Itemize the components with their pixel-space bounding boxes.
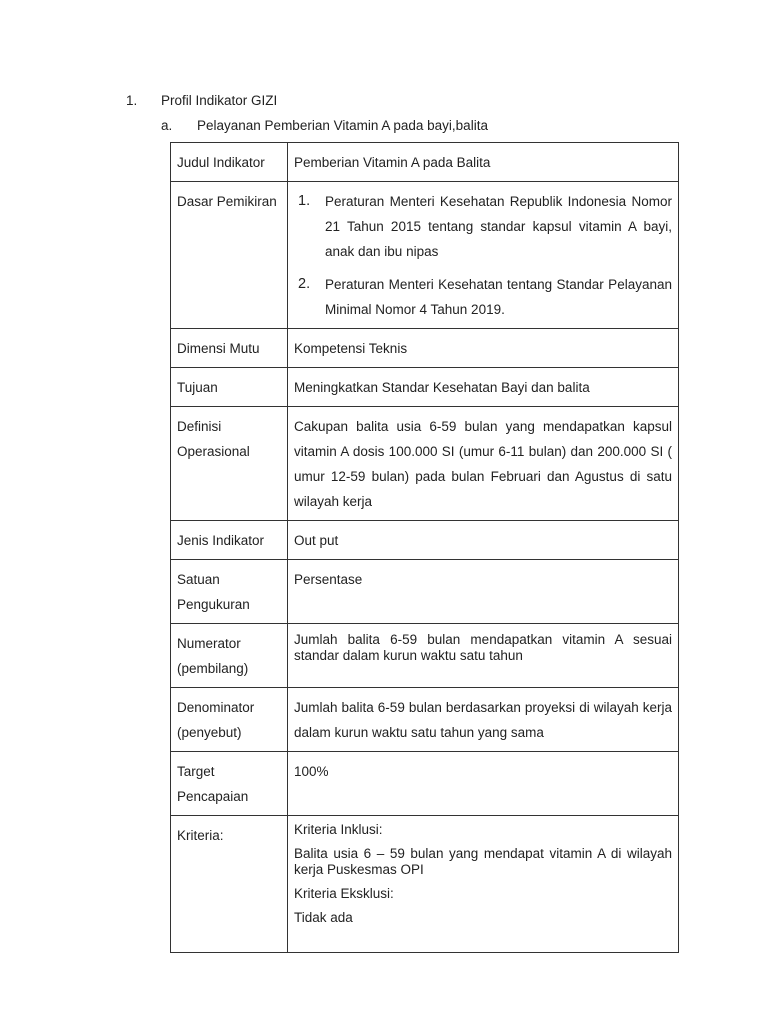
row-value <box>288 816 679 953</box>
row-label: Tujuan <box>171 368 288 407</box>
section-title: Profil Indikator GIZI <box>161 93 278 108</box>
table-row <box>171 143 679 182</box>
row-label: Definisi Operasional <box>171 407 288 521</box>
basis-list <box>294 189 672 322</box>
table-row <box>171 407 679 521</box>
table-row <box>171 816 679 953</box>
row-label: Numerator (pembilang) <box>171 624 288 688</box>
table-row <box>171 368 679 407</box>
table-row <box>171 182 679 329</box>
list-number: 2. <box>298 276 311 292</box>
list-text: Peraturan Menteri Kesehatan tentang Standar Pelayanan Minimal Nomor 4 Tahun 2019. <box>325 277 672 317</box>
row-value: Jumlah balita 6-59 bulan mendapatkan vitamin A sesuai standar dalam kurun waktu satu tahun <box>288 624 679 688</box>
list-item <box>294 272 672 322</box>
row-value <box>288 182 679 329</box>
row-label: Dimensi Mutu <box>171 329 288 368</box>
table-row <box>171 688 679 752</box>
row-label: Jenis Indikator <box>171 521 288 560</box>
table-row <box>171 329 679 368</box>
list-item <box>294 189 672 264</box>
list-number: 1. <box>298 193 311 209</box>
subsection-letter: a. <box>161 118 173 133</box>
row-value: Pemberian Vitamin A pada Balita <box>288 143 679 182</box>
row-value: Persentase <box>288 560 679 624</box>
table-row <box>171 521 679 560</box>
row-label: Dasar Pemikiran <box>171 182 288 329</box>
subsection-title: Pelayanan Pemberian Vitamin A pada bayi,balita <box>197 118 488 133</box>
row-value: Out put <box>288 521 679 560</box>
row-label: Target Pencapaian <box>171 752 288 816</box>
row-label: Kriteria: <box>171 816 288 953</box>
exclusion-text: Tidak ada <box>294 910 353 925</box>
section-heading <box>126 93 277 108</box>
subsection-heading <box>161 118 488 133</box>
row-value: Cakupan balita usia 6-59 bulan yang mendapatkan kapsul vitamin A dosis 100.000 SI (umur 6-11 bulan) dan 200.000 SI ( umur 12-59 bulan) pada bulan Februari dan Agustus di satu wilayah kerja <box>288 407 679 521</box>
row-value: 100% <box>288 752 679 816</box>
row-label: Satuan Pengukuran <box>171 560 288 624</box>
exclusion-title: Kriteria Eksklusi: <box>294 886 394 901</box>
inclusion-text: Balita usia 6 – 59 bulan yang mendapat vitamin A di wilayah kerja Puskesmas OPI <box>294 846 672 877</box>
indicator-profile-table <box>170 142 679 953</box>
list-text: Peraturan Menteri Kesehatan Republik Indonesia Nomor 21 Tahun 2015 tentang standar kapsul vitamin A bayi, anak dan ibu nipas <box>325 194 672 259</box>
row-value: Jumlah balita 6-59 bulan berdasarkan proyeksi di wilayah kerja dalam kurun waktu satu tahun yang sama <box>288 688 679 752</box>
row-value: Meningkatkan Standar Kesehatan Bayi dan balita <box>288 368 679 407</box>
row-value: Kompetensi Teknis <box>288 329 679 368</box>
table-row <box>171 624 679 688</box>
inclusion-title: Kriteria Inklusi: <box>294 822 383 837</box>
row-label: Judul Indikator <box>171 143 288 182</box>
section-number: 1. <box>126 93 138 108</box>
table-row <box>171 560 679 624</box>
table-row <box>171 752 679 816</box>
row-label: Denominator (penyebut) <box>171 688 288 752</box>
